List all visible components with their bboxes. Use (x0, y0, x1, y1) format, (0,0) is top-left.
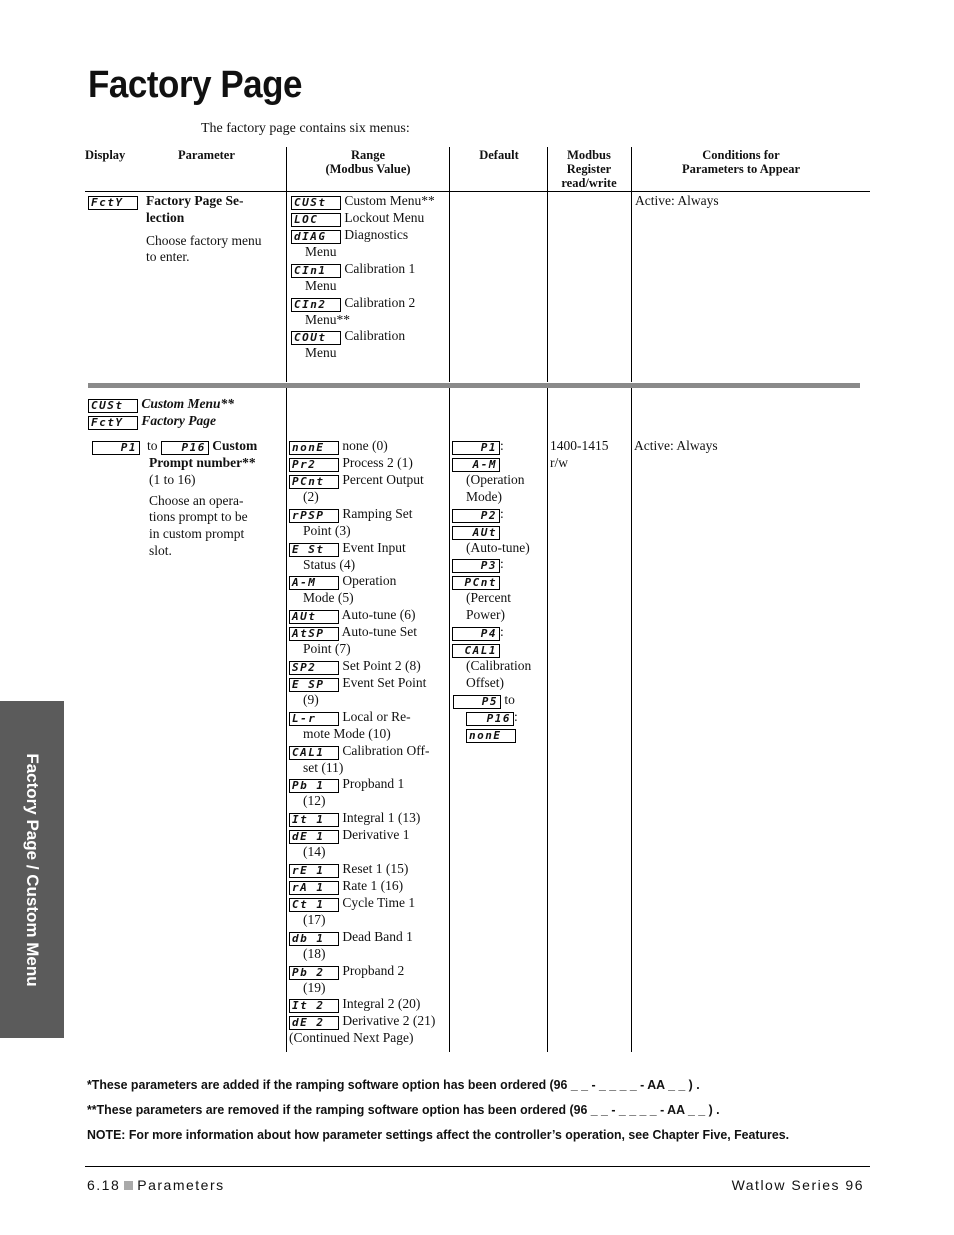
lcd-code: L-r (289, 712, 339, 726)
row2-display (92, 438, 140, 455)
range-label: Diagnostics (344, 227, 409, 242)
range-item (289, 506, 449, 540)
header-conditions: Conditions for Parameters to Appear (681, 148, 801, 176)
lcd-code: rE 1 (289, 864, 339, 878)
range-item (289, 624, 449, 658)
page-number: 6.18 (87, 1177, 121, 1193)
range-label: Derivative 1 (342, 827, 410, 843)
range-label-cont: (14) (303, 844, 326, 860)
range-item (289, 438, 449, 455)
lcd-code: P1 (92, 441, 140, 455)
range-item (289, 810, 449, 827)
range-item (291, 261, 449, 295)
lcd-code: P4 (452, 627, 500, 641)
lcd-code: P16 (161, 441, 209, 455)
lcd-code: SP2 (289, 661, 339, 675)
range-label: Calibration 1 (344, 260, 416, 276)
lcd-code: CIn1 (291, 264, 341, 278)
col-rule-2 (449, 147, 450, 382)
range-label-cont: (9) (303, 691, 319, 707)
range-label-cont: (18) (303, 945, 326, 961)
lcd-code: dE 2 (289, 1016, 339, 1030)
lcd-code: CAL1 (289, 746, 339, 760)
row2-modbus: 1400-1415 r/w (550, 438, 609, 470)
range-label-cont: Menu (305, 345, 337, 361)
footer-product: Watlow Series 96 (731, 1177, 864, 1193)
lcd-code: nonE (289, 441, 339, 455)
default-label: (Operation (466, 472, 525, 487)
default-label: (Percent (466, 590, 511, 606)
col-rule-4 (631, 147, 632, 382)
header-display: Display (85, 148, 126, 162)
range-label-cont: Menu (305, 277, 337, 293)
range-label: Derivative 2 (21) (342, 1013, 436, 1029)
lcd-code: Pr2 (289, 458, 339, 472)
range-item (291, 295, 449, 329)
note-removed: **These parameters are removed if the ramping software option has been ordered (96 _ _ - _ _ _ _ - AA _ _ ) . (87, 1102, 720, 1117)
range-label: Custom Menu** (344, 193, 435, 208)
range-label-cont: (2) (303, 489, 319, 504)
lcd-code: CIn2 (291, 298, 341, 312)
lcd-code: rA 1 (289, 881, 339, 895)
range-label: Operation (342, 573, 397, 589)
range-label: Calibration Off- (342, 742, 430, 758)
lcd-code: AUt (452, 526, 500, 540)
range-label: Propband 1 (342, 776, 405, 792)
row2-range (289, 438, 449, 1047)
range-label: Process 2 (1) (342, 455, 413, 470)
range-label: Dead Band 1 (342, 928, 413, 944)
lcd-code: It 1 (289, 813, 339, 827)
range-label-cont: Mode (5) (303, 590, 354, 606)
range-item (289, 861, 449, 878)
range-label: Integral 2 (20) (342, 996, 421, 1012)
range-label: Percent Output (342, 472, 424, 487)
default-label-cont: Power) (466, 607, 505, 623)
default-label: (Calibration (466, 657, 532, 673)
section-header: CUSt Custom Menu** FctY Factory Page (88, 396, 234, 430)
lcd-code: dIAG (291, 230, 341, 244)
note-added: *These parameters are added if the ramping software option has been ordered (96 _ _ - _ _ _ _ - AA _ _ ) . (87, 1077, 700, 1092)
lcd-code: COUt (291, 331, 341, 345)
range-label: Calibration (344, 328, 406, 344)
lcd-code: PCnt (452, 576, 500, 590)
lcd-code: A-M (289, 576, 339, 590)
range-label: Rate 1 (16) (342, 877, 404, 893)
lcd-code: P5 (453, 695, 501, 709)
lcd-code: It 2 (289, 999, 339, 1013)
footer-rule (85, 1166, 870, 1167)
lcd-code: FctY (88, 196, 138, 210)
range-item (291, 227, 449, 261)
lcd-code: Ct 1 (289, 898, 339, 912)
range-item (289, 878, 449, 895)
default-label: (Auto-tune) (466, 539, 530, 555)
range-label: Calibration 2 (344, 294, 416, 310)
range-label: none (0) (342, 438, 388, 453)
lcd-code: nonE (466, 729, 516, 743)
range-label-cont: set (11) (303, 759, 344, 775)
lcd-code: AtSP (289, 627, 339, 641)
lcd-code: CUSt (88, 399, 138, 413)
lcd-code: A-M (452, 458, 500, 472)
side-tab (0, 701, 64, 1038)
range-item (289, 607, 449, 624)
header-rule (85, 191, 870, 192)
range-label-cont: Menu** (305, 311, 350, 327)
lcd-code: db 1 (289, 932, 339, 946)
range-item (291, 210, 449, 227)
range-item (289, 743, 449, 777)
range-label-cont: (17) (303, 911, 326, 927)
range-label: Ramping Set (342, 505, 413, 521)
header-modbus: Modbus Register read/write (561, 148, 617, 190)
range-item (291, 328, 449, 362)
range-label-cont: Point (7) (303, 641, 351, 657)
default-item: P2 :AUt (Auto-tune) (452, 506, 547, 557)
col-rule-3b (547, 388, 548, 1052)
range-label: Cycle Time 1 (342, 894, 416, 910)
range-label: Set Point 2 (8) (342, 657, 421, 673)
range-label: Auto-tune (6) (341, 607, 416, 623)
lcd-code: Pb 2 (289, 966, 339, 980)
header-parameter: Parameter (178, 148, 235, 162)
lcd-code: E St (289, 543, 339, 557)
lcd-code: PCnt (289, 475, 339, 489)
range-label: Event Set Point (342, 674, 427, 690)
range-label-cont: Point (3) (303, 522, 351, 538)
range-item (289, 455, 449, 472)
range-label: Auto-tune Set (341, 624, 418, 640)
row2-condition: Active: Always (634, 438, 718, 453)
row1-display (88, 193, 138, 210)
range-item (289, 996, 449, 1013)
header-default: Default (479, 148, 519, 162)
range-item (289, 472, 449, 506)
range-item (289, 895, 449, 929)
range-item (289, 929, 449, 963)
row2-parameter: to P16 Custom Prompt number** (1 to 16) Choose an opera- tions prompt to be in custom prompt slot. (147, 438, 258, 558)
default-label-cont: Offset) (466, 674, 504, 690)
lcd-code: CUSt (291, 196, 341, 210)
range-label-cont: (12) (303, 793, 326, 809)
row2-default: P1 :A-M (Operation Mode) P2 :AUt (Auto-tune) P3 :PCnt (Percent Power) P4 :CAL1 (Calibration Offset) P5 to P16 : nonE (452, 438, 547, 743)
footer-left (87, 1177, 225, 1193)
lcd-code: CAL1 (452, 644, 500, 658)
lcd-code: AUt (289, 610, 339, 624)
range-label-cont: mote Mode (10) (303, 725, 391, 741)
lcd-code: E SP (289, 678, 339, 692)
lcd-code: LOC (291, 213, 341, 227)
page-title: Factory Page (88, 64, 303, 106)
range-label: Local or Re- (342, 708, 411, 724)
col-rule-3 (547, 147, 548, 382)
lcd-code: FctY (88, 416, 138, 430)
default-item: P1 :A-M (Operation Mode) (452, 438, 547, 506)
side-tab-label: Factory Page / Custom Menu (23, 753, 42, 987)
range-label: Propband 2 (342, 962, 405, 978)
default-item: P4 :CAL1 (Calibration Offset) (452, 624, 547, 692)
row1-parameter: Factory Page Se- lection Choose factory menu to enter. (146, 193, 262, 265)
range-item (289, 776, 449, 810)
range-label: Integral 1 (13) (342, 810, 421, 826)
col-rule-2b (449, 388, 450, 1052)
lcd-code: P3 (452, 559, 500, 573)
default-label-cont: Mode) (466, 488, 502, 504)
range-continued: (Continued Next Page) (289, 1030, 414, 1046)
lcd-code: dE 1 (289, 830, 339, 844)
range-label: Reset 1 (15) (342, 860, 409, 876)
square-bullet-icon (124, 1181, 133, 1190)
note-more-info: NOTE: For more information about how parameter settings affect the controller’s operation, see Chapter Five, Features. (87, 1127, 790, 1142)
range-item (291, 193, 449, 210)
lcd-code: P16 (466, 712, 514, 726)
lcd-code: rPSP (289, 509, 339, 523)
range-item (289, 573, 449, 607)
section-name: Parameters (137, 1177, 225, 1193)
range-item (289, 658, 449, 675)
default-item: P3 :PCnt (Percent Power) (452, 556, 547, 624)
section-divider (88, 383, 860, 388)
header-range: Range (Modbus Value) (325, 148, 411, 176)
lcd-code: P2 (452, 509, 500, 523)
range-label: Event Input (342, 539, 406, 555)
row1-condition: Active: Always (635, 193, 719, 208)
col-rule-1 (286, 147, 287, 382)
range-item (289, 709, 449, 743)
range-label-cont: (19) (303, 979, 326, 995)
intro-text: The factory page contains six menus: (201, 121, 410, 136)
lcd-code: P1 (452, 441, 500, 455)
range-item (289, 540, 449, 574)
row1-range (291, 193, 449, 362)
range-item (289, 1013, 449, 1030)
lcd-code: Pb 1 (289, 779, 339, 793)
range-label: Lockout Menu (344, 210, 425, 225)
range-item (289, 963, 449, 997)
range-label-cont: Status (4) (303, 556, 356, 572)
range-item (289, 827, 449, 861)
range-item (289, 675, 449, 709)
range-label-cont: Menu (305, 244, 337, 259)
col-rule-4b (631, 388, 632, 1052)
